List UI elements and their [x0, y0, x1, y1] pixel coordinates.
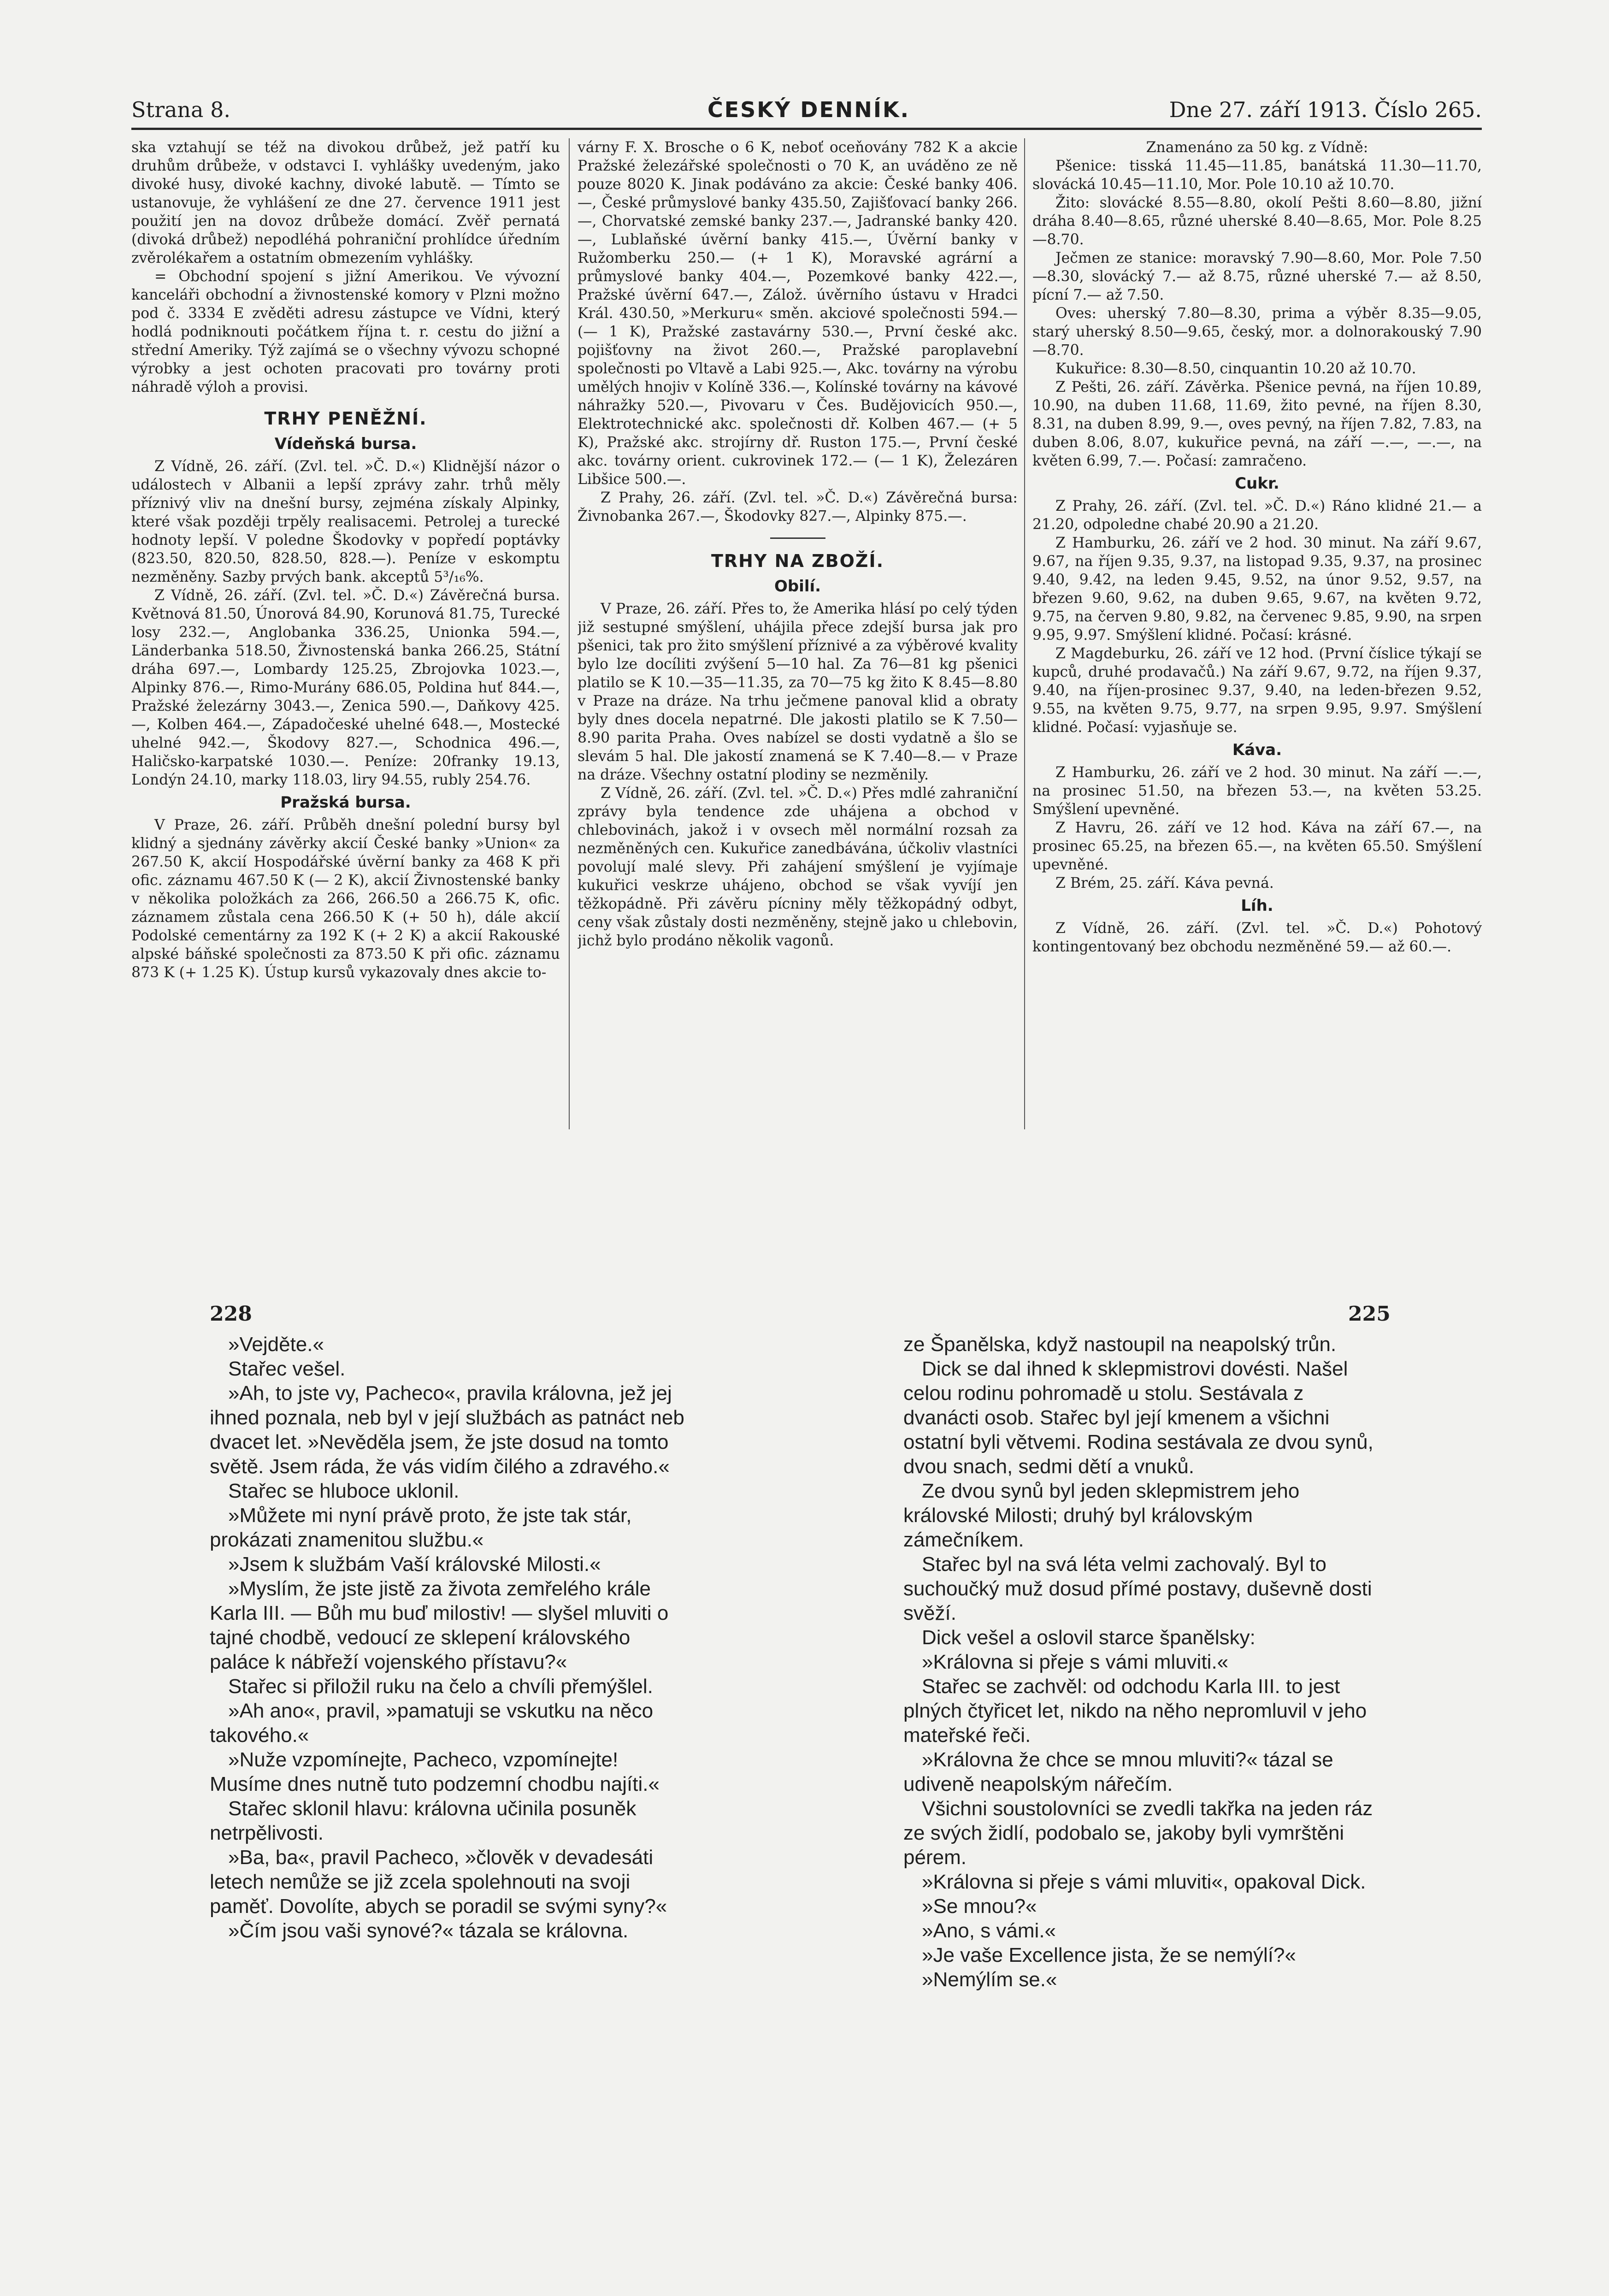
article-text: Z Prahy, 26. září. (Zvl. tel. »Č. D.«) Závěrečná bursa: Živnobanka 267.—, Škodovky 827.—, Alpinky 875.—. — [578, 490, 1018, 525]
article-text: Z Magdeburku, 26. září ve 12 hod. (První číslice týkají se kupců, druhé prodavačů.) Na září 9.67, 9.72, na říjen 9.37, 9.40, na říjen-prosinec 9.37, 9.40, na leden-březen 9.52, 9.55, na květen 9.75, 9.77, na srpen 9.95, 9.97. Smýšlení klidné. Počasí: vyjasňuje se. — [1032, 645, 1482, 736]
subsection-heading: Pražská bursa. — [280, 793, 411, 812]
article-text: várny F. X. Brosche o 6 K, neboť oceňovány 782 K a akcie Pražské železářské společnosti o 70 K, an uváděno ze ně pouze 8020 K. Jinak podáváno za akcie: České banky 406.—, České průmyslové banky 435.50, Zajišťovací banky 266.—, Chorvatské zemské banky 237.—, Jadranské banky 420.—, Lublaňské úvěrní banky 415.—, Úvěrní banky v Ružomberku 250.— (+ 1 K), Moravské agrární a průmyslové banky 404.—, Pozemkové banky 422.—, Pražské úvěrní 647.—, Zálož. úvěrního ústavu v Hradci Král. 430.50, »Merkuru« směn. akciové společnosti 594.— (— 1 K), Pražské zastavárny 530.—, První české akc. pojišťovny na život 260.—, Pražské paroplavební společnosti po Vltavě a Labi 925.—, Akc. továrny na výrobu umělých hnojiv v Kolíně 336.—, Kolínské továrny na kávové náhražky 520.—, Pivovaru v Čes. Budějovicích 950.—, Elektrotechnické akc. společnosti dř. Kolben 467.— (+ 5 K), Pražské akc. strojírny dř. Ruston 175.—, První české akc. továrny orient. cukrovinek 172.— (— 1 K), Železáren Libšice 500.—. — [578, 139, 1018, 488]
article-text: Z Vídně, 26. září. (Zvl. tel. »Č. D.«) Pohotový kontingentovaný bez obchodu nezměněné 59.— až 60.—. — [1032, 920, 1482, 955]
book-paragraph: Stařec se hluboce uklonil. — [228, 1480, 460, 1502]
subsection-heading: Cukr. — [1235, 474, 1279, 493]
section-divider — [770, 537, 825, 539]
article-text: ska vztahují se též na divokou drůbež, jež patří ku druhům drůbeže, v odstavci I. vyhlášky uvedeným, jako divoké husy, divoké kachny, divoké labutě. — Tímto se ustanovuje, že vyhlášení ze dne 27. července 1911 jest použití jen na dovoz drůbeže domácí. Zvěř pernatá (divoká drůbež) nepodléhá pohraniční prohlídce úředním zvěrolékařem a ostatním obmezením vyhlášky. — [131, 139, 560, 266]
article-text: V Praze, 26. září. Průběh dnešní polední bursy byl klidný a sjednány závěrky akcií České banky »Union« za 267.50 K, akcií Hospodářské úvěrní banky za 468 K při ofic. záznamu 467.50 K (— 2 K), akcií Živnostenské banky v několika položkách za 266, 266.50 a 266.75 K, ofic. záznamem zůstala cena 266.50 K (+ 50 h), dále akcií Podolské cementárny za 192 K (+ 2 K) a akcií Rakouské alpské báňské společnosti za 873.50 K při ofic. záznamu 873 K (+ 1.25 K). Ústup kursů vykazovaly dnes akcie to- — [131, 817, 560, 981]
book-paragraph: Stařec sklonil hlavu: královna učinila posuněk netrpělivosti. — [210, 1797, 637, 1844]
article-text: Z Hamburku, 26. září ve 2 hod. 30 minut. Na září —.—, na prosinec 51.50, na březen 53.—, na květen 53.25. Smýšlení upevněné. — [1032, 764, 1482, 818]
book-paragraph: »Ah ano«, pravil, »pamatuji se vskutku na něco takového.« — [210, 1700, 654, 1747]
book-paragraph: »Královna si přeje s vámi mluviti.« — [922, 1651, 1229, 1673]
column-2 — [578, 138, 1018, 1166]
article-text: Z Brém, 25. září. Káva pevná. — [1055, 875, 1274, 891]
article-text: = Obchodní spojení s jižní Amerikou. Ve vývozní kanceláři obchodní a živnostenské komory v Plzni možno pod č. 3334 E zvěděti adresu zástupce ve Vídni, který hodlá podniknouti počátkem října t. r. cestu do jižní a střední Ameriky. Týž zajímá se o všechny vývozu schopné výrobky a jest ochoten pracovati pro továrny proti náhradě výloh a provisi. — [131, 268, 560, 395]
article-text: Z Pešti, 26. září. Závěrka. Pšenice pevná, na říjen 10.89, 10.90, na duben 11.68, 11.69, žito pevné, na říjen 8.30, 8.31, na duben 8.99, 9.—, oves pevný, na říjen 7.82, 7.83, na duben 8.06, 8.07, kukuřice pevná, na září —.—, —.—, na květen 6.99, 7.—. Počasí: zamračeno. — [1032, 379, 1482, 469]
column-divider — [569, 138, 570, 1129]
article-text: Kukuřice: 8.30—8.50, cinquantin 10.20 až 10.70. — [1055, 360, 1416, 377]
book-paragraph: »Vejděte.« — [228, 1333, 324, 1356]
page-number: Strana 8. — [131, 97, 230, 122]
book-paragraph: »Se mnou?« — [922, 1895, 1037, 1918]
page-header — [131, 94, 1482, 130]
column-divider — [1024, 138, 1025, 1129]
article-text: Ječmen ze stanice: moravský 7.90—8.60, Mor. Pole 7.50—8.30, slovácký 7.— až 8.75, různé uherské 7.— až 8.50, pícní 7.— až 7.50. — [1032, 250, 1482, 303]
article-text: V Praze, 26. září. Přes to, že Amerika hlásí po celý týden již sestupné smýšlení, uhájila přece zdejší bursa jak pro pšenici, tak pro žito smýšlení příznivé a za výběrové kvality bylo lze docíliti zvýšení 5—10 hal. Za 76—81 kg pšenici platilo se K 10.—35—11.35, za 70—75 kg žito K 8.45—8.80 v Praze na dráze. Na trhu ječmene panoval klid a obraty byly dnes docela nepatrné. Dle jakosti platilo se K 7.50—8.90 parita Praha. Oves nabízel se dosti vydatně a šlo se slevám 5 hal. Dle jakostí znamená se K 7.40—8.— v Praze na dráze. Všechny ostatní plodiny se nezměnily. — [578, 601, 1018, 783]
article-text: Z Hamburku, 26. září ve 2 hod. 30 minut. Na září 9.67, 9.67, na říjen 9.35, 9.37, na listopad 9.35, 9.37, na prosinec 9.40, 9.42, na leden 9.45, 9.52, na únor 9.52, 9.57, na březen 9.60, 9.62, na duben 9.65, 9.67, na květen 9.72, 9.75, na červen 9.80, 9.82, na červenec 9.85, 9.90, na srpen 9.95, 9.97. Smýšlení klidné. Počasí: krásné. — [1032, 535, 1482, 643]
book-paragraph: »Ah, to jste vy, Pacheco«, pravila královna, jež jej ihned poznala, neb byl v její službách as patnáct neb dvacet let. »Nevěděla jsem, že jste dosud na tomto světě. Jsem ráda, že vás vidím čilého a zdravého.« — [210, 1382, 684, 1478]
subsection-heading: Vídeňská bursa. — [274, 435, 417, 453]
article-text: Pšenice: tisská 11.45—11.85, banátská 11.30—11.70, slovácká 10.45—11.10, Mor. Pole 10.10 až 10.70. — [1032, 158, 1482, 193]
article-text: Oves: uherský 7.80—8.30, prima a výběr 8.35—9.05, starý uherský 8.50—9.65, český, mor. a dolnorakouský 7.90—8.70. — [1032, 305, 1482, 359]
section-heading: TRHY NA ZBOŽÍ. — [711, 551, 884, 571]
newspaper-title: ČESKÝ DENNÍK. — [707, 97, 910, 122]
article-text: Žito: slovácké 8.55—8.80, okolí Pešti 8.60—8.80, jižní dráha 8.40—8.65, různé uherské 8.40—8.65, Mor. Pole 8.25—8.70. — [1032, 195, 1482, 248]
book-page-right — [903, 1332, 1378, 2217]
book-paragraph: »Ano, s vámi.« — [922, 1919, 1056, 1942]
subsection-heading: Obilí. — [774, 577, 821, 596]
book-paragraph: Stařec vešel. — [228, 1358, 346, 1380]
book-paragraph: »Ba, ba«, pravil Pacheco, »člověk v devadesáti letech nemůže se již zcela spolehnouti na svoji paměť. Dovolíte, abych se poradil se svými syny?« — [210, 1846, 667, 1918]
book-paragraph: Všichni soustolovníci se zvedli takřka na jeden ráz ze svých židlí, podobalo se, jakoby byli vymrštěni pérem. — [903, 1797, 1373, 1869]
book-page-left — [210, 1332, 694, 2217]
book-paragraph: »Můžete mi nyní právě proto, že jste tak stár, prokázati znamenitou službu.« — [210, 1504, 632, 1551]
book-paragraph: »Královna si přeje s vámi mluviti«, opakoval Dick. — [922, 1871, 1366, 1893]
subsection-heading: Káva. — [1232, 741, 1282, 759]
book-paragraph: Ze dvou synů byl jeden sklepmistrem jeho královské Milosti; druhý byl královským zámečníkem. — [903, 1480, 1300, 1551]
article-text: Z Vídně, 26. září. (Zvl. tel. »Č. D.«) Závěrečná bursa. Květnová 81.50, Únorová 84.90, Korunová 81.75, Turecké losy 232.—, Anglobanka 336.25, Unionka 594.—, Länderbanka 518.50, Živnostenská banka 266.25, Státní dráha 697.—, Lombardy 125.25, Zbrojovka 1023.—, Alpinky 876.—, Rimo-Murány 686.05, Poldina huť 844.—, Pražské železárny 3043.—, Zenica 590.—, Daňkovy 425.—, Kolben 464.—, Západočeské uhelné 648.—, Mostecké uhelné 942.—, Škodovy 827.—, Schodnica 496.—, Haličsko-karpatské 1030.—. Peníze: 20franky 19.13, Londýn 24.10, marky 118.03, liry 94.55, rubly 254.76. — [131, 587, 560, 788]
book-paragraph: »Jsem k službám Vaší královské Milosti.« — [228, 1553, 601, 1576]
book-paragraph: Stařec si přiložil ruku na čelo a chvíli přemýšlel. — [228, 1675, 653, 1698]
article-text: Z Havru, 26. září ve 12 hod. Káva na září 67.—, na prosinec 65.25, na březen 65.—, na květen 65.50. Smýšlení upevněné. — [1032, 820, 1482, 873]
book-paragraph: Dick se dal ihned k sklepmistrovi dovésti. Našel celou rodinu pohromadě u stolu. Sestávala z dvanácti osob. Stařec byl její kmenem a všichni ostatní byli větvemi. Rodina sestávala ze dvou synů, dvou snach, sedmi dětí a vnuků. — [903, 1358, 1373, 1478]
book-paragraph: »Nuže vzpomínejte, Pacheco, vzpomínejte! Musíme dnes nutně tuto podzemní chodbu najíti.« — [210, 1748, 660, 1795]
book-paragraph: »Myslím, že jste jistě za života zemřelého krále Karla III. — Bůh mu buď milostiv! — slyšel mluviti o tajné chodbě, vedoucí ze sklepení královského paláce k nábřeží vojenského přístavu?« — [210, 1577, 669, 1673]
subsection-heading: Líh. — [1241, 897, 1273, 915]
article-text: Z Vídně, 26. září. (Zvl. tel. »Č. D.«) Přes mdlé zahraniční zprávy byla tendence zde uhájena a obchod v chlebovinách, jakož i v ovsech měl normální rozsah za nezměněných cen. Kukuřice zanedbávána, účkoliv vlastníci povolují malé slevy. Při zahájení smýšlení je vyjímaje kukuřici veskrze uhájeno, obchod se však vyvíjí jen těžkopádně. Při závěru pícniny měly těžkopádný odbyt, ceny však zůstaly dosti nezměněny, stejně jako u chlebovin, jichž bylo prodáno několik vagonů. — [578, 785, 1018, 949]
column-3 — [1032, 138, 1482, 1166]
book-paragraph: ze Španělska, když nastoupil na neapolský trůn. — [903, 1333, 1337, 1356]
book-paragraph: »Čím jsou vaši synové?« tázala se královna. — [228, 1919, 629, 1942]
book-paragraph: »Nemýlím se.« — [922, 1968, 1057, 1991]
section-heading: TRHY PENĚŽNÍ. — [264, 408, 427, 429]
book-paragraph: Stařec byl na svá léta velmi zachovalý. Byl to suchoučký muž dosud přímé postavy, duševně dosti svěží. — [903, 1553, 1372, 1624]
book-paragraph: »Je vaše Excellence jista, že se nemýlí?« — [922, 1944, 1296, 1966]
book-page-number-left: 228 — [210, 1302, 252, 1326]
article-text: Z Vídně, 26. září. (Zvl. tel. »Č. D.«) Klidnější názor o událostech v Albanii a lepší zprávy zahr. trhů měly příznivý vliv na dnešní bursy, zejména získaly Alpinky, které však později trpěly realisacemi. Petrolej a turecké hodnoty lepší. V poledne Škodovky v popředí poptávky (823.50, 820.50, 828.50, 828.—). Peníze v eskomptu nezměněny. Sazby prvých bank. akceptů 5³/₁₆%. — [131, 458, 560, 585]
article-text: Z Prahy, 26. září. (Zvl. tel. »Č. D.«) Ráno klidné 21.— a 21.20, odpoledne chabé 20.90 a 21.20. — [1032, 498, 1482, 533]
article-text: Znamenáno za 50 kg. z Vídně: — [1146, 139, 1368, 156]
book-paragraph: Stařec se zachvěl: od odchodu Karla III. to jest plných čtyřicet let, nikdo na něho nepromluvil v jeho mateřské řeči. — [903, 1675, 1367, 1747]
column-1 — [131, 138, 560, 1166]
book-paragraph: Dick vešel a oslovil starce španělsky: — [922, 1626, 1255, 1649]
book-page-number-right: 225 — [1348, 1302, 1391, 1326]
issue-date: Dne 27. září 1913. Číslo 265. — [1169, 97, 1482, 122]
book-paragraph: »Královna že chce se mnou mluviti?« tázal se udiveně neapolským nářečím. — [903, 1748, 1333, 1795]
